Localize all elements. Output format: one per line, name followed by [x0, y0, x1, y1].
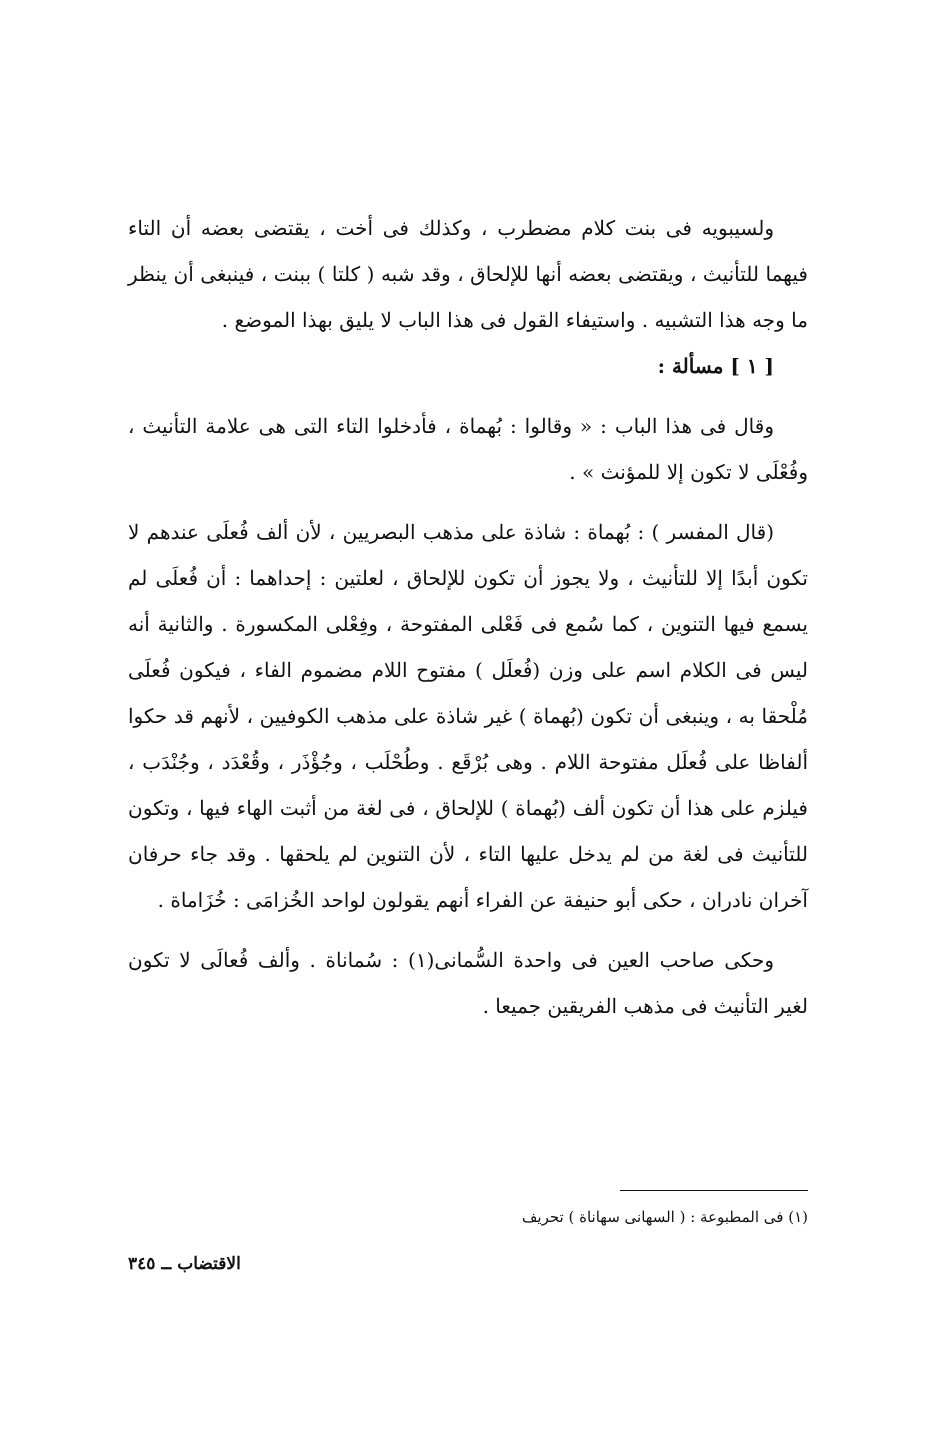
page-footer: الاقتضاب ــ ٣٤٥	[128, 1254, 241, 1274]
paragraph-al-ayn: وحكى صاحب العين فى واحدة السُّمانى(١) : سُماناة . وألف فُعالَى لا تكون لغير التأنيث فى مذهب الفريقين جميعا .	[128, 948, 808, 1018]
paragraph-sibawayh: ولسيبويه فى بنت كلام مضطرب ، وكذلك فى أخت ، يقتضى بعضه أن التاء فيهما للتأنيث ، ويقتضى بعضه أنها للإلحاق ، وقد شبه ( كلتا ) ببنت ، فينبغى أن ينظر ما وجه هذا التشبيه . واستيفاء القول فى هذا الباب لا يليق بهذا الموضع .	[128, 216, 808, 332]
paragraph-commentary: (قال المفسر ) : بُهماة : شاذة على مذهب البصريين ، لأن ألف فُعلَى عندهم لا تكون أبدًا إلا للتأنيث ، ولا يجوز أن تكون للإلحاق ، لعلتين : إحداهما : أن فُعلَى لم يسمع فيها التنوين ، كما سُمع فى فَعْلى المفتوحة ، وفِعْلى المكسورة . والثانية أنه ليس فى الكلام اسم على وزن (فُعلَل ) مفتوح اللام مضموم الفاء ، فيكون فُعلَى مُلْحقا به ، وينبغى أن تكون (بُهماة ) غير شاذة على مذهب الكوفيين ، لأنهم قد حكوا ألفاظا على فُعلَل مفتوحة اللام . وهى بُرْقَع . وطُحْلَب ، وجُؤْذَر ، وقُعْدَد ، وجُنْدَب ، فيلزم على هذا أن تكون ألف (بُهماة ) للإلحاق ، فى لغة من أثبت الهاء فيها ، وتكون للتأنيث فى لغة من لم يدخل عليها التاء ، لأن التنوين لم يلحقها . وقد جاء حرفان آخران نادران ، حكى أبو حنيفة عن الفراء أنهم يقولون لواحد الخُزامَى : خُزَاماة .	[128, 520, 808, 912]
main-text	[128, 205, 808, 1029]
footnote: (١) فى المطبوعة : ( السهانى سهاناة ) تحريف	[521, 1208, 808, 1226]
issue-heading: [ ١ ] مسألة :	[657, 354, 774, 378]
footnote-divider	[620, 1190, 808, 1191]
paragraph-quote: وقال فى هذا الباب : « وقالوا : بُهماة ، فأدخلوا التاء التى هى علامة التأنيث ، وفُعْلَى لا تكون إلا للمؤنث » .	[128, 414, 808, 484]
